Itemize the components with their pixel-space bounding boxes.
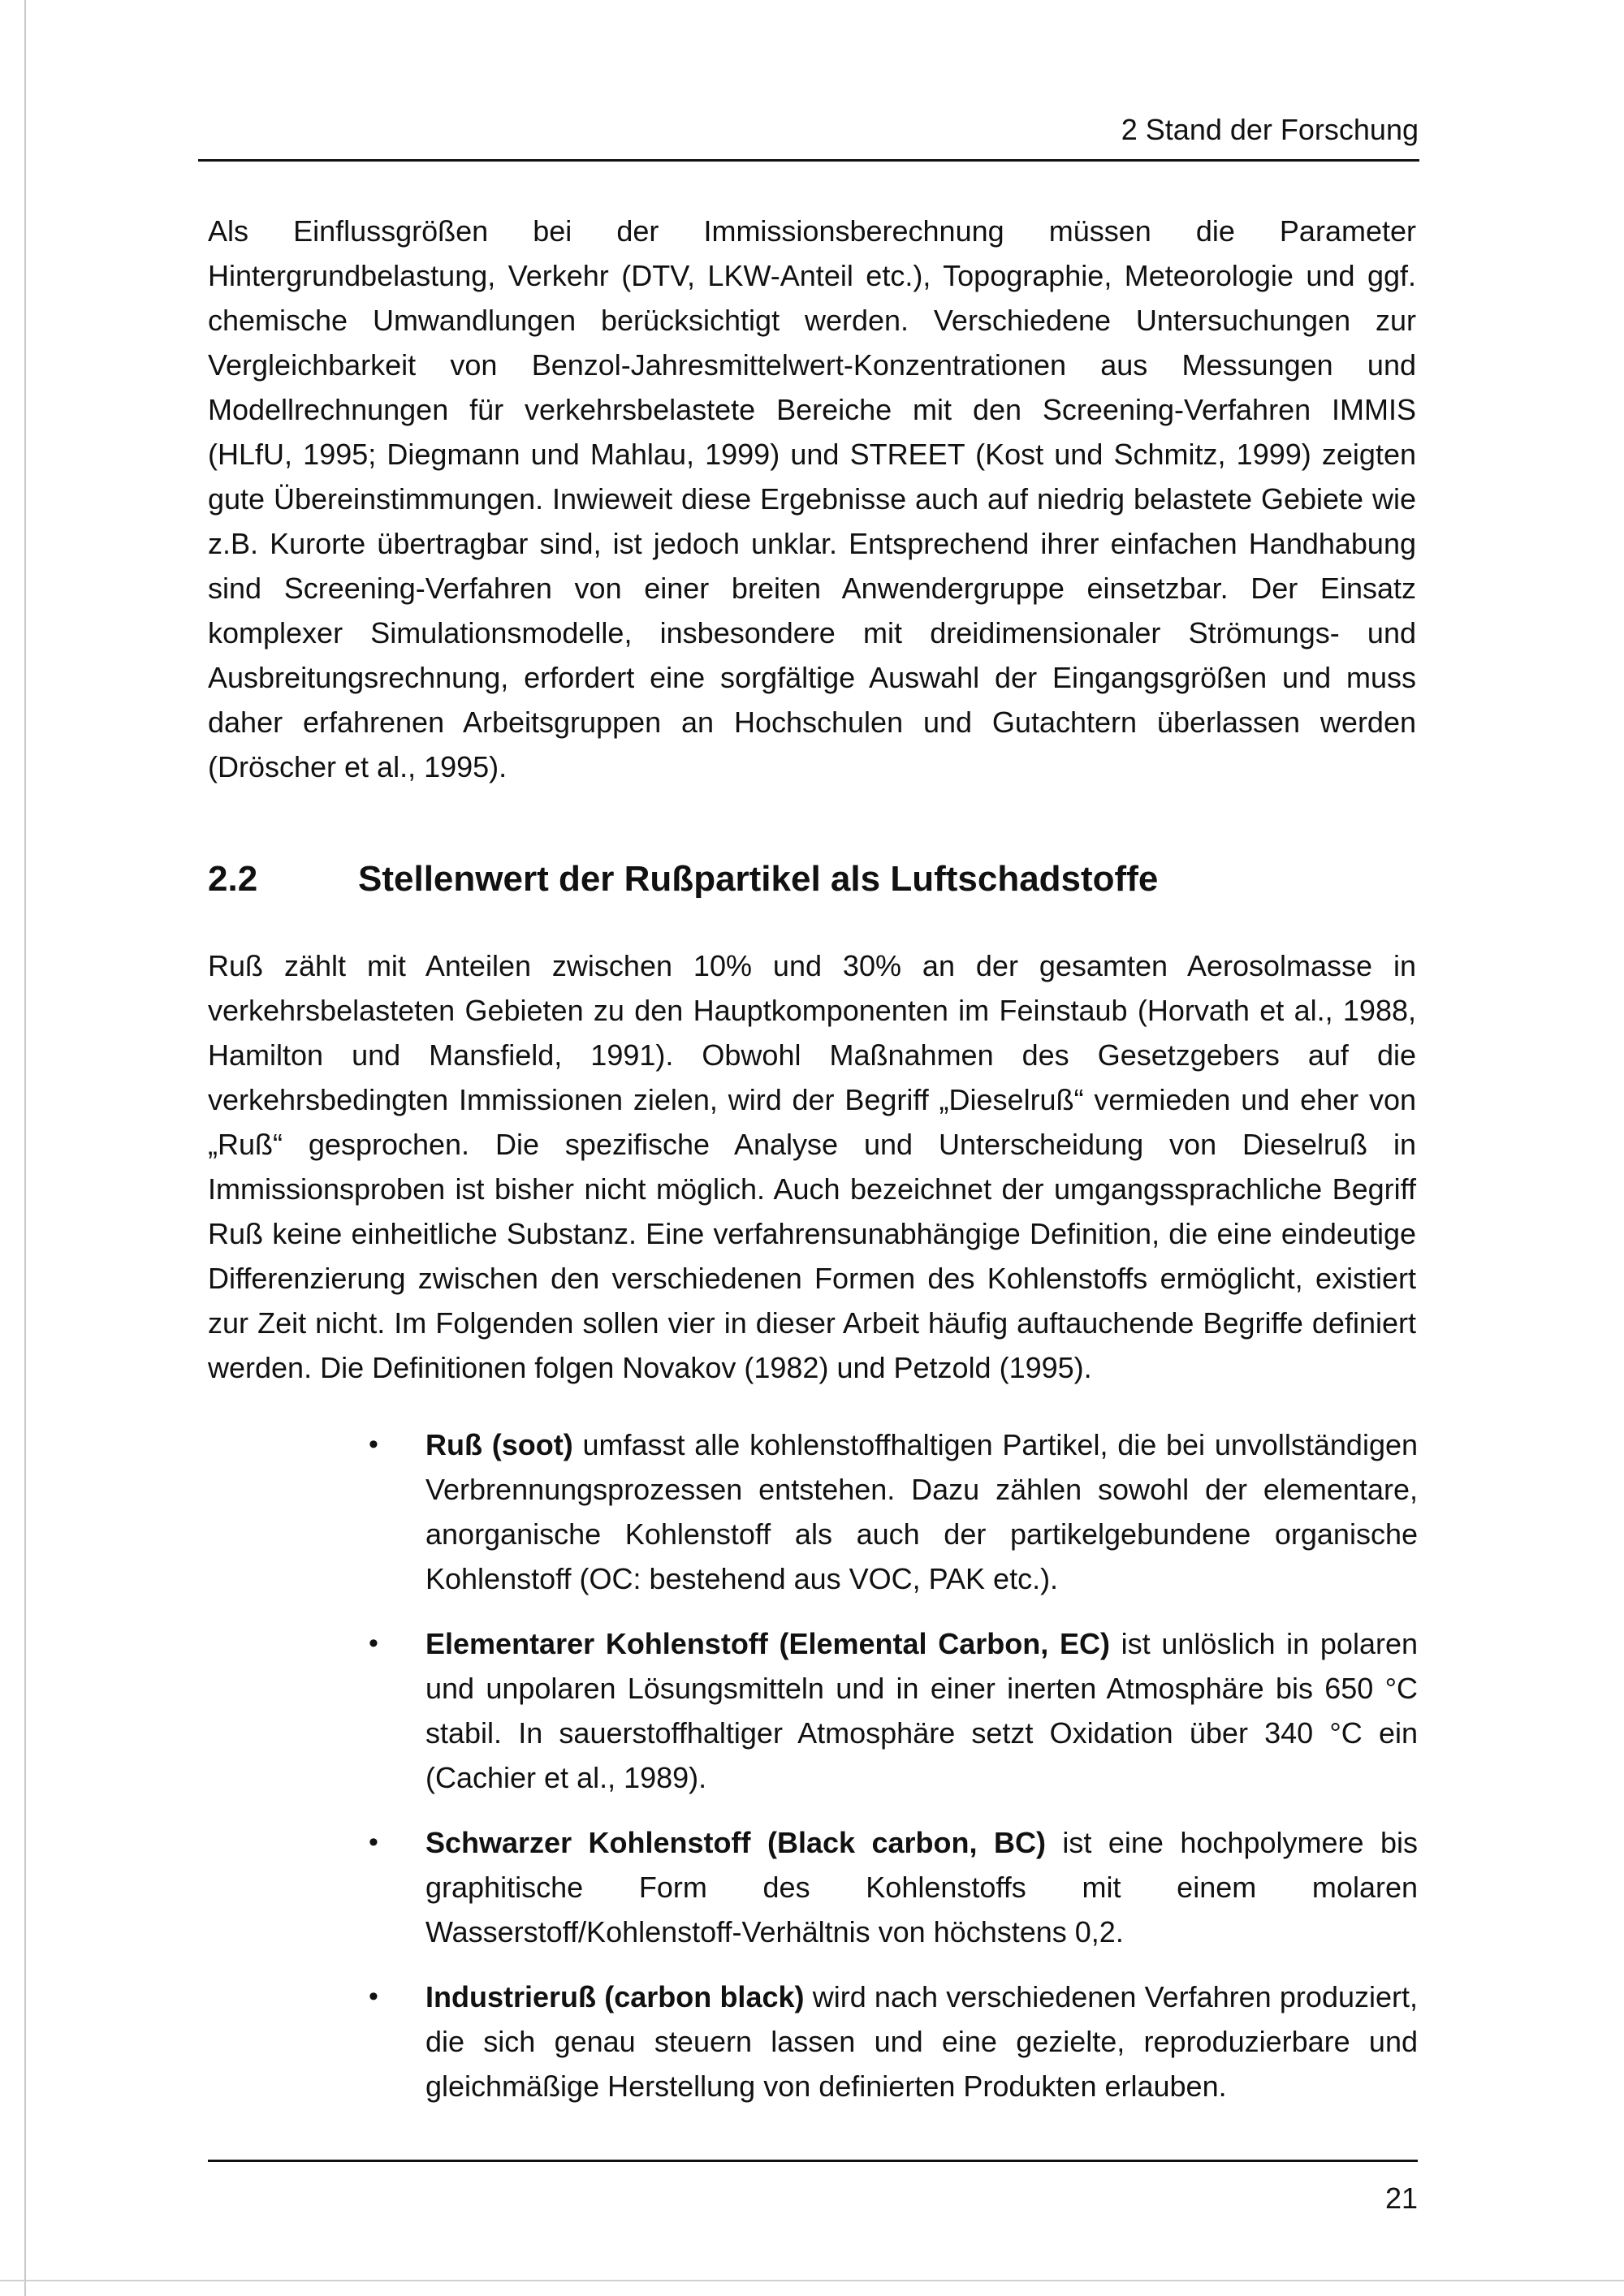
definition-term: Ruß (soot) [425, 1428, 573, 1461]
page-number: 21 [1384, 2182, 1418, 2215]
section-heading [208, 857, 1158, 902]
definition-term: Elementarer Kohlenstoff (Elemental Carbon, EC) [425, 1627, 1110, 1660]
definition-list [0, 1422, 1624, 2129]
definition-item-black-carbon [369, 1820, 1418, 1954]
definition-term: Industrieruß (carbon black) [425, 1980, 805, 2013]
bullet-icon: • [369, 1827, 378, 1858]
definition-text: ist eine hochpolymere bis graphitische Form des Kohlenstoffs mit einem molaren Wasserstoff/Kohlenstoff-Verhältnis von höchstens 0,2. [425, 1826, 1418, 1949]
scan-edge-bottom [0, 2280, 1624, 2281]
bullet-icon: • [369, 1981, 378, 2012]
section-body-paragraph: Ruß zählt mit Anteilen zwischen 10% und 30% an der gesamten Aerosolmasse in verkehrsbelasteten Gebieten zu den Hauptkomponenten im Feinstaub (Horvath et al., 1988, Hamilton und Mansfield, 1991). Obwohl Maßnahmen des Gesetzgebers auf die verkehrsbedingten Immissionen zielen, wird der Begriff „Dieselruß“ vermieden und eher von „Ruß“ gesprochen. Die spezifische Analyse und Unterscheidung von Dieselruß in Immissionsproben ist bisher nicht möglich. Auch bezeichnet der umgangssprachliche Begriff Ruß keine einheitliche Substanz. Eine verfahrensunabhängige Definition, die eine eindeutige Differenzierung zwischen den verschiedenen Formen des Kohlenstoffs ermöglicht, existiert zur Zeit nicht. Im Folgenden sollen vier in dieser Arbeit häufig auftauchende Begriffe definiert werden. Die Definitionen folgen Novakov (1982) und Petzold (1995). [208, 949, 1416, 1384]
definition-text: umfasst alle kohlenstoffhaltigen Partikel, die bei unvollständigen Verbrennungsprozessen entstehen. Dazu zählen sowohl der elementare, anorganische Kohlenstoff als auch der partikelgebundene organische Kohlenstoff (OC: bestehend aus VOC, PAK etc.). [425, 1428, 1419, 1595]
running-header: 2 Stand der Forschung [1121, 113, 1419, 146]
header-rule [198, 159, 1419, 162]
section-number: 2.2 [208, 859, 258, 899]
definition-text: wird nach verschiedenen Verfahren produziert, die sich genau steuern lassen und eine gezielte, reproduzierbare und gleichmäßige Herstellung von definierten Produkten erlauben. [425, 1980, 1418, 2103]
bullet-icon: • [369, 1628, 378, 1659]
definition-item-elemental-carbon [369, 1621, 1418, 1800]
bullet-icon: • [369, 1429, 378, 1460]
definition-item-soot [369, 1422, 1419, 1601]
intro-paragraph: Als Einflussgrößen bei der Immissionsberechnung müssen die Parameter Hintergrundbelastung, Verkehr (DTV, LKW-Anteil etc.), Topographie, Meteorologie und ggf. chemische Umwandlungen berücksichtigt werden. Verschiedene Untersuchungen zur Vergleichbarkeit von Benzol-Jahresmittelwert-Konzentrationen aus Messungen und Modellrechnungen für verkehrsbelastete Bereiche mit den Screening-Verfahren IMMIS (HLfU, 1995; Diegmann und Mahlau, 1999) und STREET (Kost und Schmitz, 1999) zeigten gute Übereinstimmungen. Inwieweit diese Ergebnisse auch auf niedrig belastete Gebiete wie z.B. Kurorte übertragbar sind, ist jedoch unklar. Entsprechend ihrer einfachen Handhabung sind Screening-Verfahren von einer breiten Anwendergruppe einsetzbar. Der Einsatz komplexer Simulationsmodelle, insbesondere mit dreidimensionaler Strömungs- und Ausbreitungsrechnung, erfordert eine sorgfältige Auswahl der Eingangsgrößen und muss daher erfahrenen Arbeitsgruppen an Hochschulen und Gutachtern überlassen werden (Dröscher et al., 1995). [208, 214, 1416, 783]
definition-term: Schwarzer Kohlenstoff (Black carbon, BC) [425, 1826, 1046, 1859]
definition-text: ist unlöslich in polaren und unpolaren Lösungsmitteln und in einer inerten Atmosphäre bis 650 °C stabil. In sauerstoffhaltiger Atmosphäre setzt Oxidation über 340 °C ein (Cachier et al., 1989). [425, 1627, 1418, 1794]
section-title: Stellenwert der Rußpartikel als Luftschadstoffe [358, 859, 1159, 899]
footer-rule [208, 2160, 1418, 2162]
definition-item-carbon-black [369, 1974, 1418, 2108]
